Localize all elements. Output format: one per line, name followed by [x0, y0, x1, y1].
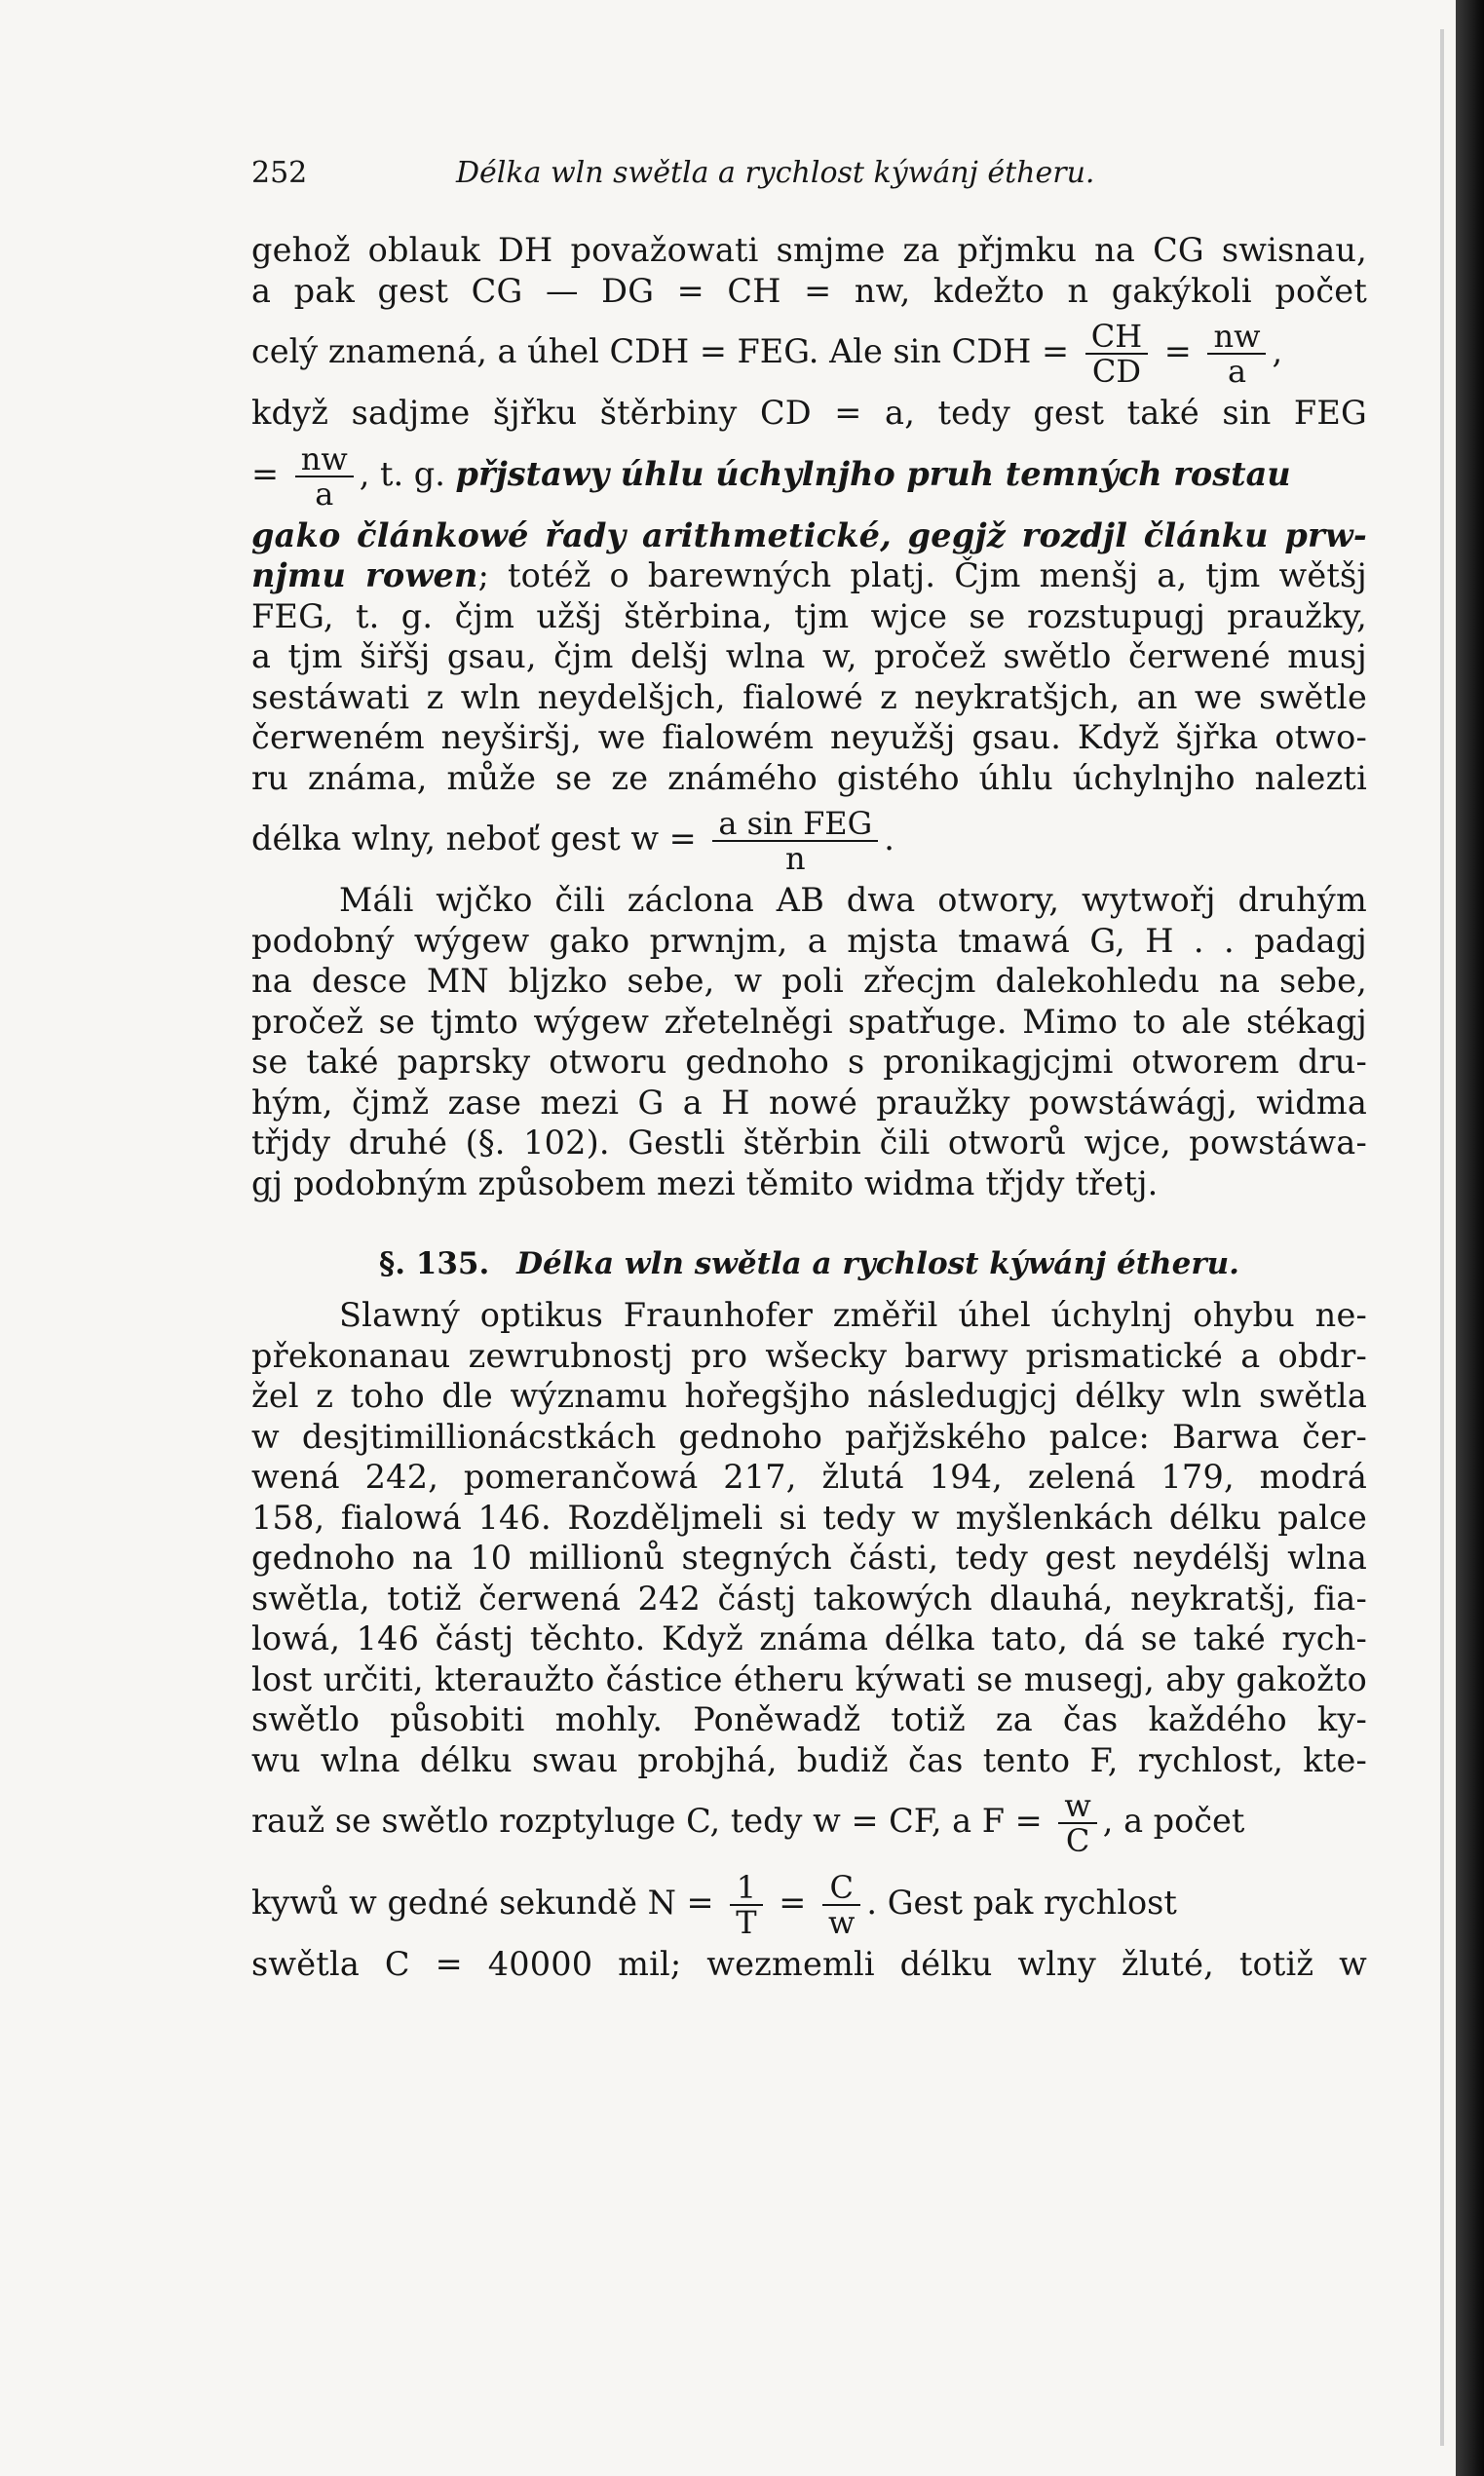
text-line: gj podobným způsobem mezi těmito widma třjdy třetj.: [251, 1163, 1159, 1202]
fraction: $\frac{nw}{a}$: [1207, 320, 1266, 388]
page-content: [251, 156, 1367, 1985]
text-line: čerweném neyširšj, we fialowém neyužšj gsau. Když šjřka otwo-: [251, 718, 1367, 756]
paragraph-2: [251, 880, 1367, 1203]
formula-line: rauž se swětlo rozptyluge C, tedy w = CF, a F = $\frac{w}{C}$ , a počet: [251, 1787, 1245, 1859]
text-line: Máli wjčko čili záclona AB dwa otwory, wytwořj druhým: [339, 881, 1367, 919]
emphasis-text: přjstawy úhlu úchylnjho pruh temných rostau: [455, 454, 1291, 493]
text-line: podobný wýgew gako prwnjm, a mjsta tmawá G, H . . padagj: [251, 921, 1367, 960]
page-number: 252: [251, 156, 308, 190]
text-line: se také paprsky otworu gednoho s pronikagjcjmi otworem dru-: [251, 1043, 1367, 1081]
text-line: wená 242, pomerančowá 217, žlutá 194, zelená 179, modrá: [251, 1458, 1367, 1496]
section-title: Délka wln swětla a rychlost kýwánj étheru.: [516, 1246, 1239, 1281]
section-number: §. 135.: [379, 1246, 490, 1281]
text-line: swětla C = 40000 mil; wezmemli délku wlny žluté, totiž w: [251, 1945, 1367, 1983]
text-line: ru známa, může se ze známého gistého úhlu úchylnjho nalezti: [251, 758, 1367, 797]
text-line: a pak gest CG — DG = CH = nw, kdežto n gakýkoli počet: [251, 271, 1367, 310]
paragraph-3: [251, 1295, 1367, 1985]
text-line: wu wlna délku swau probjhá, budiž čas tento F, rychlost, kte-: [251, 1740, 1367, 1779]
text-line: FEG, t. g. čjm užšj štěrbina, tjm wjce se rozstupugj praužky,: [251, 596, 1367, 635]
text-line: lowá, 146 částj těchto. Když známa délka tato, dá se také rych-: [251, 1619, 1367, 1657]
formula-line: = $\frac{nw}{a}$ , t. g. přjstawy úhlu úchylnjho pruh temných rostau: [251, 439, 1291, 513]
formula-line: kywů w gedné sekundě N = $\frac{1}{T}$ = $\frac{C}{w}$ . Gest pak rychlost: [251, 1869, 1177, 1941]
text-line: swětlo působiti mohly. Poněwadž totiž za čas každého ky-: [251, 1700, 1367, 1738]
section-heading: [251, 1240, 1367, 1287]
fraction: $\frac{\text{a sin FEG}}{n}$: [712, 807, 878, 875]
text-line: gednoho na 10 millionů stegných části, tedy gest neydélšj wlna: [251, 1539, 1367, 1577]
fraction: $\frac{nw}{a}$: [295, 442, 354, 511]
text-line: překonanau zewrubnostj pro wšecky barwy prismatické a obdr-: [251, 1336, 1367, 1375]
text-line: na desce MN bljzko sebe, w poli zřecjm dalekohledu na sebe,: [251, 962, 1367, 1000]
fraction: $\frac{1}{T}$: [730, 1871, 762, 1939]
text-line: Slawný optikus Fraunhofer změřil úhel úchylnj ohybu ne-: [339, 1296, 1367, 1334]
text-line: lost určiti, kteraužto částice étheru kýwati se musegj, aby gakožto: [251, 1659, 1367, 1698]
formula-line: délka wlny, neboť gest w = $\frac{\text{a sin FEG}}{n}$ .: [251, 805, 894, 877]
text-line: pročež se tjmto wýgew zřetelněgi spatřuge. Mimo to ale stékagj: [251, 1002, 1367, 1041]
formula-line: celý znamená, a úhel CDH = FEG. Ale sin CDH = $\frac{CH}{CD}$ = $\frac{nw}{a}$ ,: [251, 318, 1283, 390]
fraction: $\frac{CH}{CD}$: [1085, 320, 1148, 388]
scan-border: [1456, 0, 1484, 2476]
running-title: Délka wln swětla a rychlost kýwánj étheru.: [456, 156, 1095, 190]
text-line: sestáwati z wln neydelšjch, fialowé z neykratšjch, an we swětle: [251, 677, 1367, 716]
text-line-emphasis: gako článkowé řady arithmetické, gegjž rozdjl článku prw-: [251, 515, 1367, 554]
text-line: hým, čjmž zase mezi G a H nowé praužky powstáwágj, widma: [251, 1083, 1367, 1122]
text-line: 158, fialowá 146. Rozděljmeli si tedy w myšlenkách délku palce: [251, 1498, 1367, 1537]
text-line: w desjtimillionácstkách gednoho pařjžského palce: Barwa čer-: [251, 1417, 1367, 1456]
text-line: gehož oblauk DH považowati smjme za přjmku na CG swisnau,: [251, 231, 1367, 269]
paragraph-1: [251, 230, 1367, 880]
running-header: [251, 156, 1367, 201]
text-line: swětla, totiž čerwená 242 částj takowých dlauhá, neykratšj, fia-: [251, 1579, 1367, 1618]
fraction: $\frac{C}{w}$: [822, 1871, 860, 1939]
text-line: a tjm šiřšj gsau, čjm delšj wlna w, pročež swětlo čerwené musj: [251, 637, 1367, 675]
page-edge-line: [1440, 29, 1444, 2446]
text-line: třjdy druhé (§. 102). Gestli štěrbin čili otworů wjce, powstáwa-: [251, 1124, 1367, 1162]
text-line: když sadjme šjřku štěrbiny CD = a, tedy gest také sin FEG: [251, 394, 1367, 432]
fraction: $\frac{w}{C}$: [1058, 1789, 1096, 1857]
text-line: njmu rowen; totéž o barewných platj. Čjm menšj a, tjm wětšj: [251, 556, 1367, 594]
text-line: žel z toho dle wýznamu hořegšjho následugjcj délky wln swětla: [251, 1377, 1367, 1415]
